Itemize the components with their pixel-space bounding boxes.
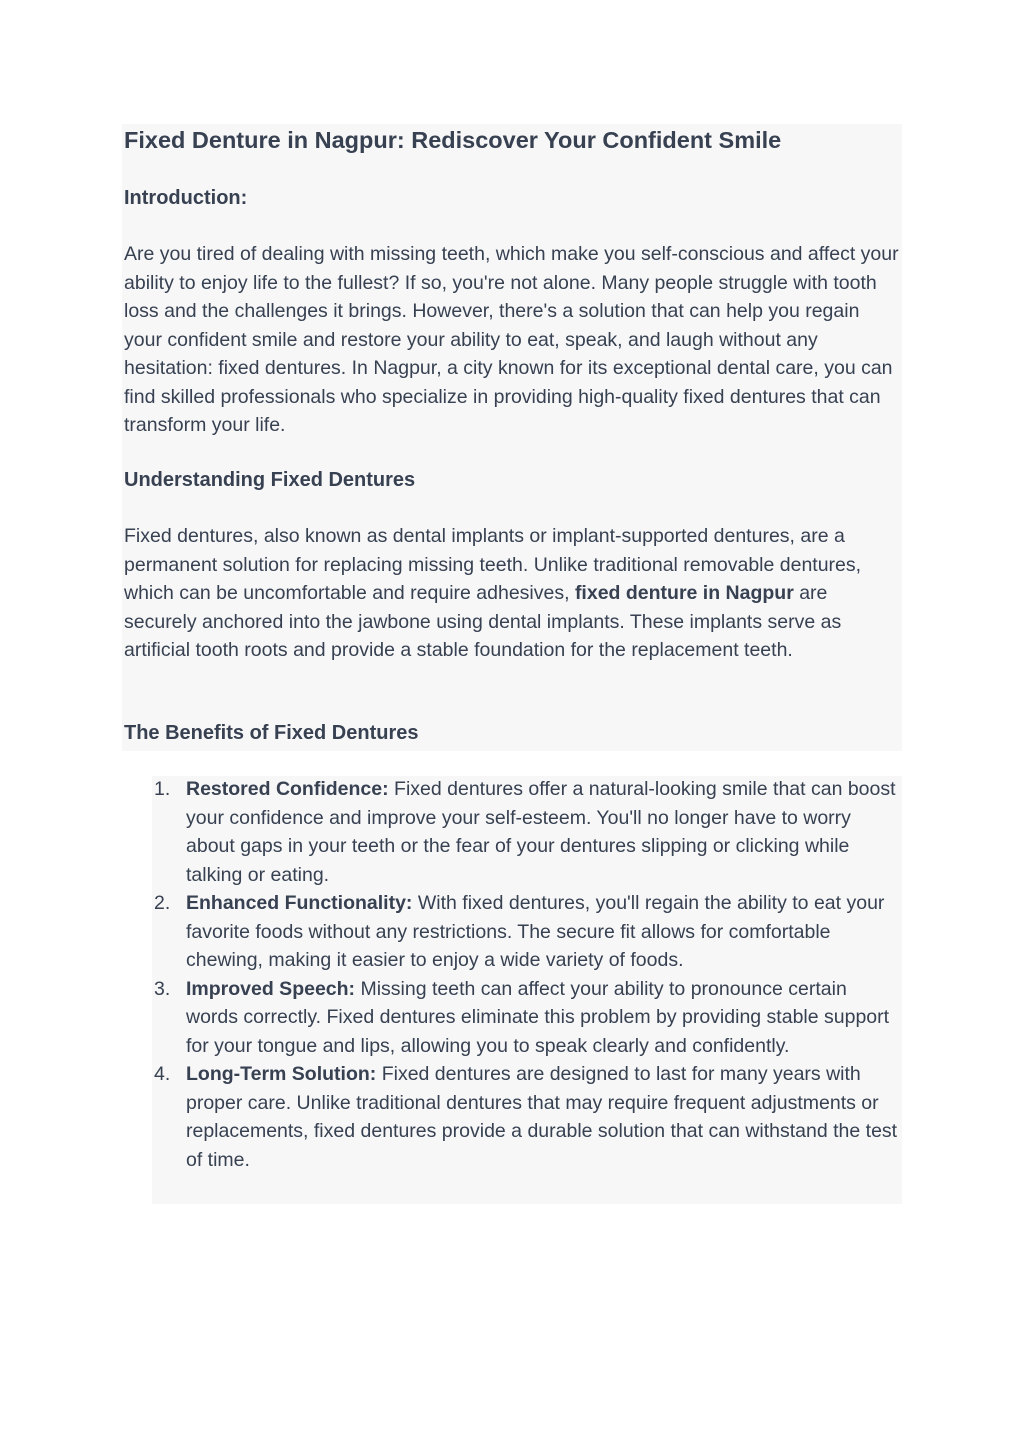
list-item-text: Fixed dentures are designed to last for many years with proper care. Unlike traditional dentures that may require frequent adjustments or replacements, fixed dentures provide a durable solution that can withstand the test of time. <box>186 1063 898 1171</box>
understanding-bold-keyword: fixed denture in Nagpur <box>574 582 794 604</box>
understanding-text-before: Fixed dentures, also known as dental implants or implant-supported dentures, are a permanent solution for replacing missing teeth. Unlike traditional removable dentures, which can be uncomfortable and require adhesives, <box>124 525 862 604</box>
list-item <box>152 1060 900 1174</box>
list-item-number: 1. <box>154 778 171 800</box>
benefits-heading: The Benefits of Fixed Dentures <box>124 722 419 744</box>
list-item-text: With fixed dentures, you'll regain the ability to eat your favorite foods without any restrictions. The secure fit allows for comfortable chewing, making it easier to enjoy a wide variety of foods. <box>186 892 885 971</box>
list-item <box>152 889 900 975</box>
list-item-label: Improved Speech: <box>186 977 356 1000</box>
list-item-number: 3. <box>154 977 171 1000</box>
understanding-paragraph <box>124 522 900 665</box>
list-item <box>152 775 900 889</box>
introduction-paragraph: Are you tired of dealing with missing teeth, which make you self-conscious and affect your ability to enjoy life to the fullest? If so, you're not alone. Many people struggle with tooth loss and the challenges it brings. However, there's a solution that can help you regain your confident smile and restore your ability to eat, speak, and laugh without any hesitation: fixed dentures. In Nagpur, a city known for its exceptional dental care, you can find skilled professionals who specialize in providing high-quality fixed dentures that can transform your life. <box>124 243 899 436</box>
list-item <box>152 975 900 1061</box>
list-item-number: 4. <box>154 1063 171 1085</box>
list-item-label: Long-Term Solution: <box>186 1063 377 1085</box>
list-item-label: Enhanced Functionality: <box>186 892 413 914</box>
list-item-number: 2. <box>154 892 171 914</box>
list-item-text: Fixed dentures offer a natural-looking smile that can boost your confidence and improve your self-esteem. You'll no longer have to worry about gaps in your teeth or the fear of your dentures slipping or clicking while talking or eating. <box>186 778 896 886</box>
introduction-heading: Introduction: <box>124 187 248 209</box>
list-item-text: Missing teeth can affect your ability to pronounce certain words correctly. Fixed dentures eliminate this problem by providing stable support for your tongue and lips, allowing you to speak clearly and confidently. <box>186 977 890 1057</box>
page-title: Fixed Denture in Nagpur: Rediscover Your Confident Smile <box>124 127 782 153</box>
benefits-list <box>152 775 900 1174</box>
understanding-heading: Understanding Fixed Dentures <box>124 469 416 491</box>
list-item-label: Restored Confidence: <box>186 778 389 800</box>
understanding-text-after: are securely anchored into the jawbone using dental implants. These implants serve as artificial tooth roots and provide a stable foundation for the replacement teeth. <box>124 582 842 661</box>
